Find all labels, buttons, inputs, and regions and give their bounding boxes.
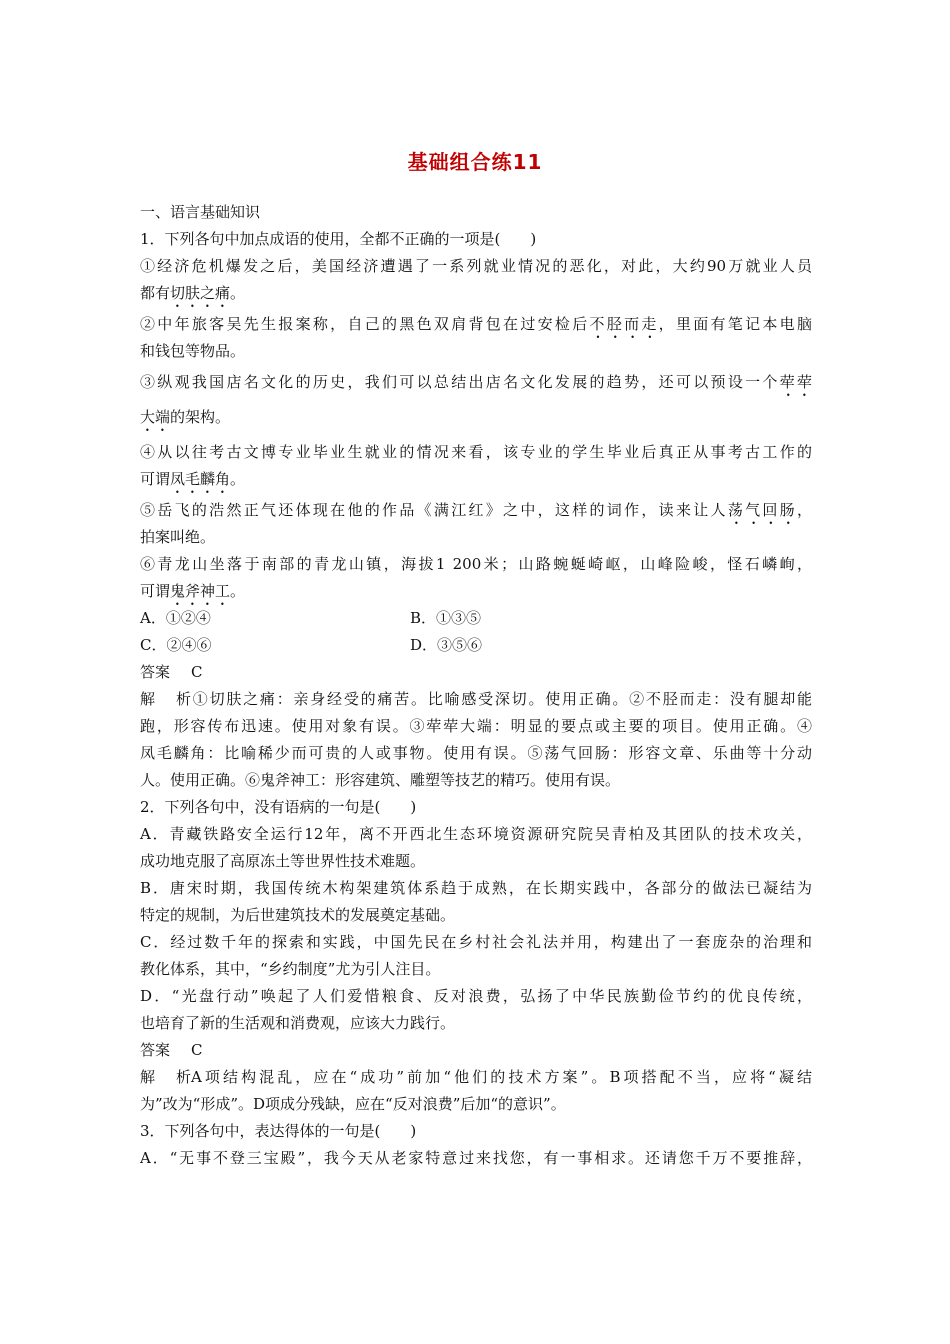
q1-sentence-6-line-2 (140, 578, 812, 605)
text-span: 可谓 (140, 582, 171, 600)
document-title: 基础组合练11 (407, 150, 543, 174)
document-body (140, 199, 812, 1172)
q1-analysis-line-4: 人。使用正确。⑥鬼斧神工：形容建筑、雕塑等技艺的精巧。使用有误。 (140, 771, 621, 789)
dotted-idiom: 荦荦 (779, 373, 812, 391)
text-span: ②中年旅客吴先生报案称，自己的黑色双肩背包在过安检后 (140, 315, 590, 333)
text-span: 可谓 (140, 470, 171, 488)
section-heading: 一、语言基础知识 (140, 203, 261, 221)
q1-option-b: B．①③⑤ (410, 609, 482, 627)
text-span: 。 (230, 284, 246, 302)
text-span: ，里面有笔记本电脑 (658, 315, 812, 333)
text-span: 都有 (140, 284, 171, 302)
answer-label: 答案 (140, 1041, 171, 1059)
q2-option-d-line-1: D．“光盘行动”唤起了人们爱惜粮食、反对浪费，弘扬了中华民族勤俭节约的优良传统， (140, 987, 812, 1005)
text-span: ， (796, 501, 812, 519)
analysis-label: 解析 (140, 1068, 191, 1086)
dotted-idiom: 凤毛麟角 (170, 470, 231, 488)
q1-sentence-3-line-2 (140, 404, 812, 439)
text-span: 。 (230, 470, 246, 488)
q2-option-c-line-2: 教化体系，其中，“乡约制度”尤为引人注目。 (140, 960, 441, 978)
q2-option-d-line-2: 也培育了新的生活观和消费观，应该大力践行。 (140, 1014, 456, 1032)
q1-option-a: A．①②④ (140, 609, 211, 627)
q2-analysis-line-1 (140, 1064, 812, 1091)
q3-option-a-line-1: A．“无事不登三宝殿”，我今天从老家特意过来找您，有一事相求。还请您千万不要推辞， (140, 1149, 812, 1167)
q1-options-row-2 (140, 632, 812, 659)
q1-sentence-4-line-2 (140, 466, 812, 493)
q2-option-a-line-2: 成功地克服了高原冻土等世界性技术难题。 (140, 852, 426, 870)
answer-label: 答案 (140, 663, 171, 681)
q1-answer (140, 659, 812, 686)
dotted-idiom: 大端 (140, 408, 171, 426)
question-1-stem: 1．下列各句中加点成语的使用，全都不正确的一项是( ) (140, 230, 537, 248)
q1-sentence-2-line-1 (140, 311, 812, 338)
q1-sentence-1-line-1: ①经济危机爆发之后，美国经济遭遇了一系列就业情况的恶化，对此，大约90万就业人员 (140, 257, 812, 275)
answer-value: C (191, 1041, 203, 1059)
q1-analysis-line-1 (140, 686, 812, 713)
dotted-idiom: 鬼斧神工 (170, 582, 231, 600)
text-span: ③纵观我国店名文化的历史，我们可以总结出店名文化发展的趋势，还可以预设一个 (140, 373, 780, 391)
q2-option-a-line-1: A．青藏铁路安全运行12年，离不开西北生态环境资源研究院吴青柏及其团队的技术攻关， (140, 825, 812, 843)
q1-analysis-line-2: 跑，形容传布迅速。使用对象有误。③荦荦大端：明显的要点或主要的项目。使用正确。④ (140, 717, 812, 735)
question-2-stem: 2．下列各句中，没有语病的一句是( ) (140, 798, 417, 816)
q1-sentence-5-line-2: 拍案叫绝。 (140, 528, 216, 546)
q1-analysis-line-3: 凤毛麟角：比喻稀少而可贵的人或事物。使用有误。⑤荡气回肠：形容文章、乐曲等十分动 (140, 744, 812, 762)
question-3-stem: 3．下列各句中，表达得体的一句是( ) (140, 1122, 417, 1140)
q2-analysis-line-2: 为”改为“形成”。D项成分残缺，应在“反对浪费”后加“的意识”。 (140, 1095, 566, 1113)
text-span: ⑤岳飞的浩然正气还体现在他的作品《满江红》之中，这样的词作，读来让人 (140, 501, 728, 519)
dotted-idiom: 切肤之痛 (170, 284, 231, 302)
q1-sentence-1-line-2 (140, 280, 812, 307)
q1-sentence-4-line-1: ④从以往考古文博专业毕业生就业的情况来看，该专业的学生毕业后真正从事考古工作的 (140, 443, 812, 461)
answer-value: C (191, 663, 203, 681)
q1-sentence-5-line-1 (140, 497, 812, 524)
q1-option-c: C．②④⑥ (140, 636, 212, 654)
q1-option-d: D．③⑤⑥ (410, 636, 483, 654)
analysis-label: 解析 (140, 690, 191, 708)
q2-option-b-line-1: B．唐宋时期，我国传统木构架建筑体系趋于成熟，在长期实践中，各部分的做法已凝结为 (140, 879, 812, 897)
q1-sentence-3-line-1 (140, 369, 812, 404)
q1-sentence-6-line-1: ⑥青龙山坐落于南部的青龙山镇，海拔1 200米；山路蜿蜒崎岖，山峰险峻，怪石嶙峋， (140, 555, 812, 573)
q2-option-b-line-2: 特定的规制，为后世建筑技术的发展奠定基础。 (140, 906, 456, 924)
text-span: ①切肤之痛：亲身经受的痛苦。比喻感受深切。使用正确。②不胫而走：没有腿却能 (191, 690, 812, 708)
text-span: 的架构。 (170, 408, 231, 426)
text-span: A项结构混乱，应在“成功”前加“他们的技术方案”。B项搭配不当，应将“凝结 (191, 1068, 812, 1086)
dotted-idiom: 不胫而走 (589, 315, 659, 333)
q1-options-row-1 (140, 605, 812, 632)
q1-sentence-2-line-2: 和钱包等物品。 (140, 342, 246, 360)
q2-answer (140, 1037, 812, 1064)
q2-option-c-line-1: C．经过数千年的探索和实践，中国先民在乡村社会礼法并用，构建出了一套庞杂的治理和 (140, 933, 812, 951)
text-span: 。 (230, 582, 246, 600)
dotted-idiom: 荡气回肠 (727, 501, 797, 519)
